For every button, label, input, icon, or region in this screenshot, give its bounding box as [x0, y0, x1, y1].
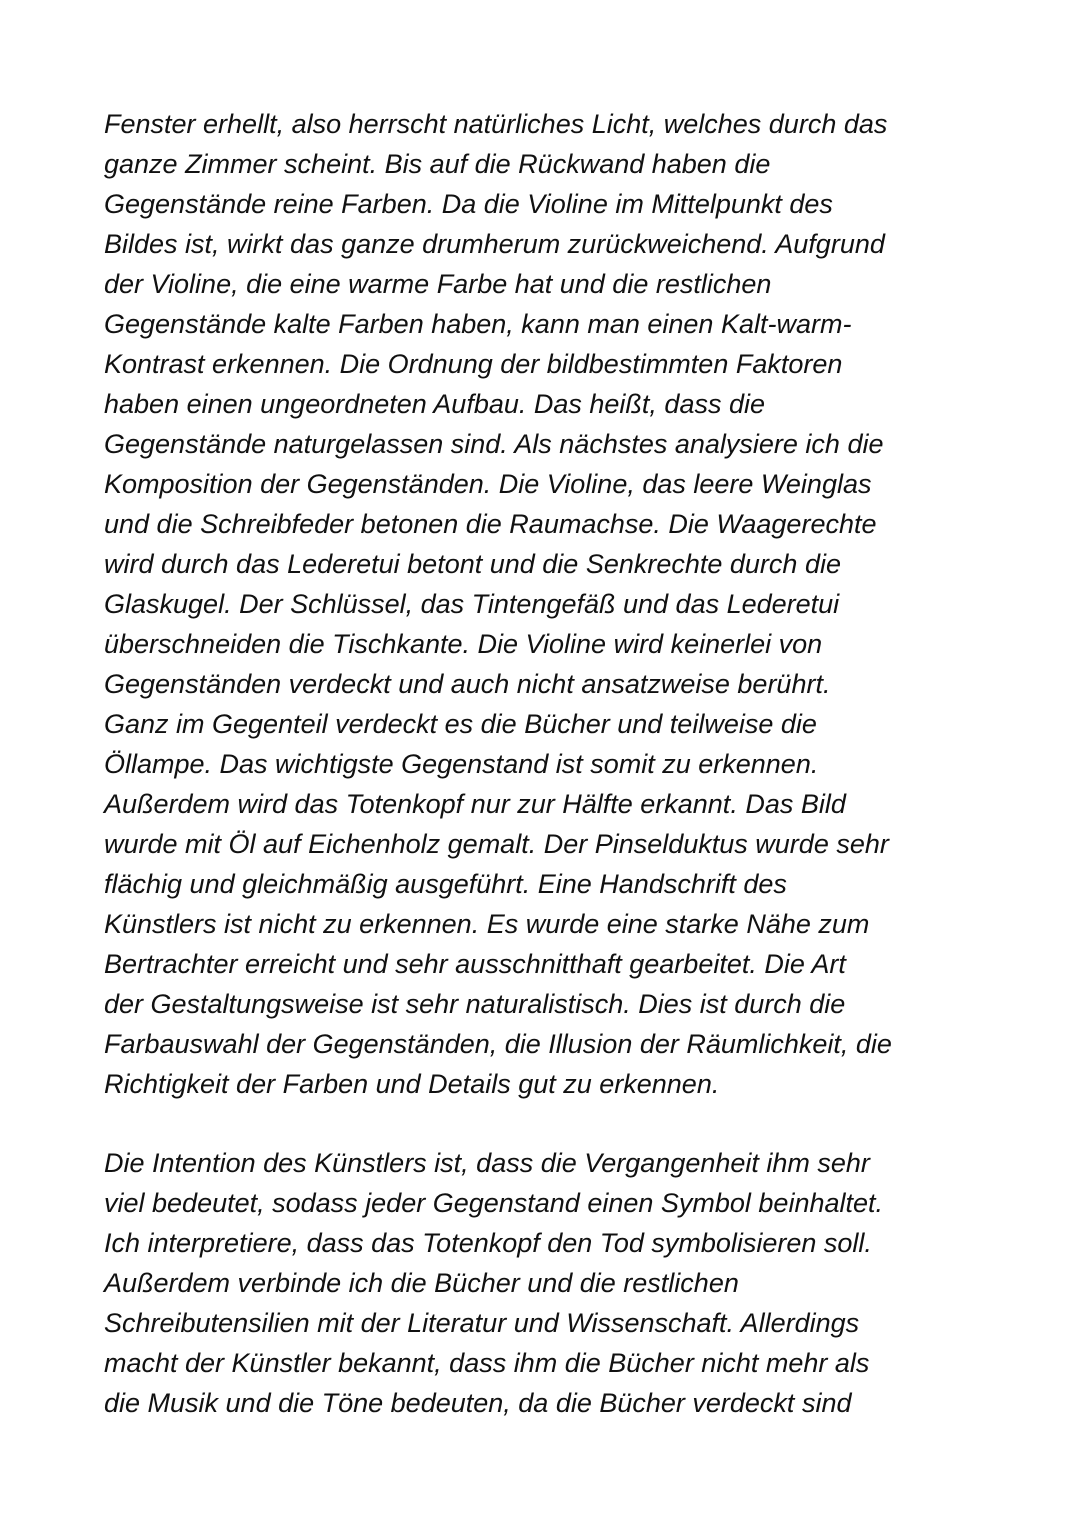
text-line: wird durch das Lederetui betont und die Senkrechte durch die — [104, 549, 841, 579]
text-line: flächig und gleichmäßig ausgeführt. Eine Handschrift des — [104, 869, 787, 899]
text-line: der Gestaltungsweise ist sehr naturalistisch. Dies ist durch die — [104, 989, 846, 1019]
text-line: wurde mit Öl auf Eichenholz gemalt. Der Pinselduktus wurde sehr — [104, 829, 889, 859]
text-line: ganze Zimmer scheint. Bis auf die Rückwand haben die — [104, 149, 771, 179]
text-line: Gegenstände reine Farben. Da die Violine im Mittelpunkt des — [104, 189, 833, 219]
text-line: Bertrachter erreicht und sehr ausschnitthaft gearbeitet. Die Art — [104, 949, 846, 979]
text-line: Fenster erhellt, also herrscht natürliches Licht, welches durch das — [104, 109, 888, 139]
text-line: Glaskugel. Der Schlüssel, das Tintengefäß und das Lederetui — [104, 589, 840, 619]
text-line: viel bedeutet, sodass jeder Gegenstand einen Symbol beinhaltet. — [104, 1188, 884, 1218]
text-line: Die Intention des Künstlers ist, dass die Vergangenheit ihm sehr — [104, 1148, 870, 1178]
text-line: Gegenstände kalte Farben haben, kann man einen Kalt-warm- — [104, 309, 852, 339]
text-line: Bildes ist, wirkt das ganze drumherum zurückweichend. Aufgrund — [104, 229, 885, 259]
text-line: Gegenständen verdeckt und auch nicht ansatzweise berührt. — [104, 669, 831, 699]
text-line: Außerdem wird das Totenkopf nur zur Hälfte erkannt. Das Bild — [104, 789, 846, 819]
text-line: Ich interpretiere, dass das Totenkopf den Tod symbolisieren soll. — [104, 1228, 872, 1258]
text-line: Gegenstände naturgelassen sind. Als nächstes analysiere ich die — [104, 429, 884, 459]
paragraph-interpretation — [104, 1143, 1004, 1423]
text-line: Farbauswahl der Gegenständen, die Illusion der Räumlichkeit, die — [104, 1029, 892, 1059]
text-line: Öllampe. Das wichtigste Gegenstand ist somit zu erkennen. — [104, 749, 819, 779]
text-line: Ganz im Gegenteil verdeckt es die Bücher und teilweise die — [104, 709, 817, 739]
text-line: Künstlers ist nicht zu erkennen. Es wurde eine starke Nähe zum — [104, 909, 870, 939]
paragraph-analysis — [104, 104, 1004, 1104]
text-line: überschneiden die Tischkante. Die Violine wird keinerlei von — [104, 629, 823, 659]
text-line: Richtigkeit der Farben und Details gut zu erkennen. — [104, 1069, 720, 1099]
text-line: Außerdem verbinde ich die Bücher und die restlichen — [104, 1268, 739, 1298]
text-line: Kontrast erkennen. Die Ordnung der bildbestimmten Faktoren — [104, 349, 843, 379]
text-line: macht der Künstler bekannt, dass ihm die Bücher nicht mehr als — [104, 1348, 870, 1378]
text-line: haben einen ungeordneten Aufbau. Das heißt, dass die — [104, 389, 765, 419]
text-line: Komposition der Gegenständen. Die Violine, das leere Weinglas — [104, 469, 872, 499]
text-line: die Musik und die Töne bedeuten, da die Bücher verdeckt sind — [104, 1388, 852, 1418]
text-line: der Violine, die eine warme Farbe hat und die restlichen — [104, 269, 772, 299]
text-line: und die Schreibfeder betonen die Raumachse. Die Waagerechte — [104, 509, 877, 539]
text-line: Schreibutensilien mit der Literatur und Wissenschaft. Allerdings — [104, 1308, 860, 1338]
